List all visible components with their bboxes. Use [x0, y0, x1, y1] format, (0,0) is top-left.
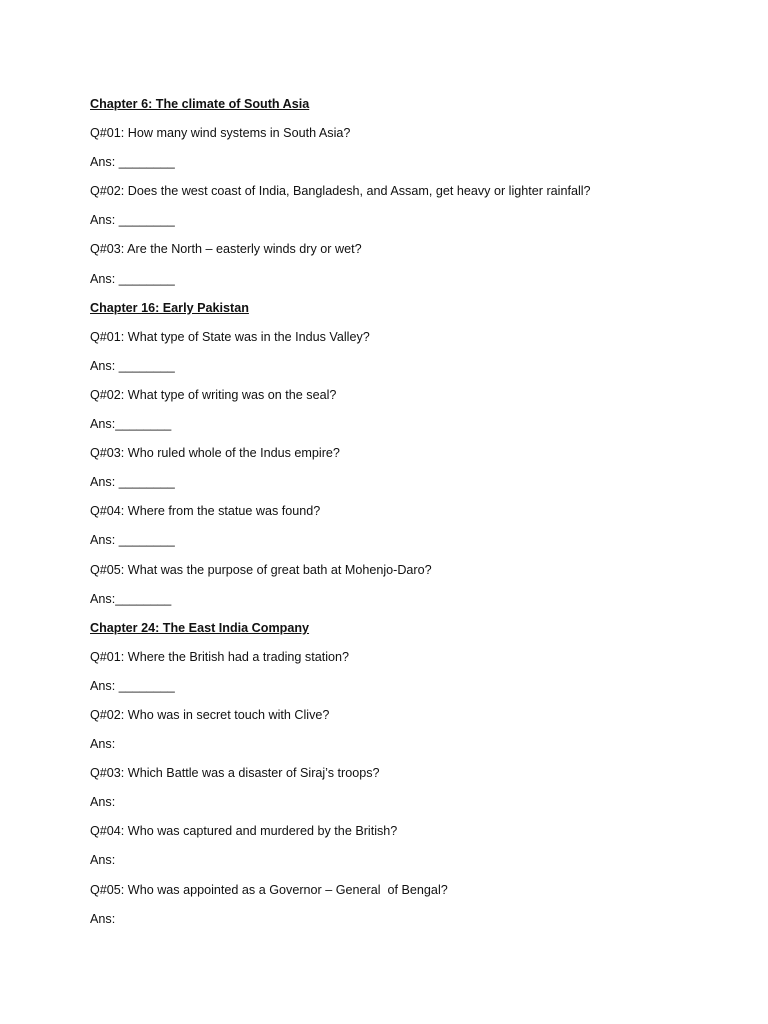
chapter-16-question-3: Q#03: Who ruled whole of the Indus empire?	[90, 446, 340, 461]
chapter-24-question-5: Q#05: Who was appointed as a Governor – General of Bengal?	[90, 882, 448, 897]
chapter-24-question-3: Q#03: Which Battle was a disaster of Siraj’s troops?	[90, 766, 380, 781]
chapter-6-question-3: Q#03: Are the North – easterly winds dry or wet?	[90, 242, 362, 257]
chapter-16-answer-3: Ans: ________	[90, 475, 175, 490]
chapter-6-question-2: Q#02: Does the west coast of India, Bangladesh, and Assam, get heavy or lighter rainfall?	[90, 184, 591, 199]
chapter-24-question-2: Q#02: Who was in secret touch with Clive?	[90, 707, 330, 722]
chapter-24-answer-1: Ans: ________	[90, 678, 175, 693]
chapter-24-answer-5: Ans:	[90, 911, 116, 926]
chapter-6-answer-2: Ans: ________	[90, 213, 175, 228]
chapter-24-question-4: Q#04: Who was captured and murdered by the British?	[90, 824, 398, 839]
chapter-16-question-1: Q#01: What type of State was in the Indus Valley?	[90, 329, 370, 344]
chapter-16-heading: Chapter 16: Early Pakistan	[90, 300, 249, 315]
chapter-24-question-1: Q#01: Where the British had a trading station?	[90, 649, 350, 664]
chapter-16-question-5: Q#05: What was the purpose of great bath at Mohenjo-Daro?	[90, 562, 432, 577]
chapter-6-answer-3: Ans: ________	[90, 271, 175, 286]
chapter-16-answer-4: Ans: ________	[90, 533, 175, 548]
chapter-16-answer-2: Ans:________	[90, 417, 172, 432]
chapter-24-answer-2: Ans:	[90, 737, 116, 752]
chapter-16-answer-1: Ans: ________	[90, 358, 175, 373]
chapter-6-answer-1: Ans: ________	[90, 155, 175, 170]
chapter-16-question-2: Q#02: What type of writing was on the seal?	[90, 387, 337, 402]
chapter-24-heading: Chapter 24: The East India Company	[90, 620, 310, 635]
chapter-24-answer-4: Ans:	[90, 853, 116, 868]
chapter-6-heading: Chapter 6: The climate of South Asia	[90, 97, 310, 111]
chapter-24-answer-3: Ans:	[90, 795, 116, 810]
chapter-16-answer-5: Ans:________	[90, 591, 172, 606]
worksheet	[90, 90, 730, 934]
chapter-16-question-4: Q#04: Where from the statue was found?	[90, 504, 321, 519]
chapter-6-question-1: Q#01: How many wind systems in South Asia?	[90, 126, 351, 141]
